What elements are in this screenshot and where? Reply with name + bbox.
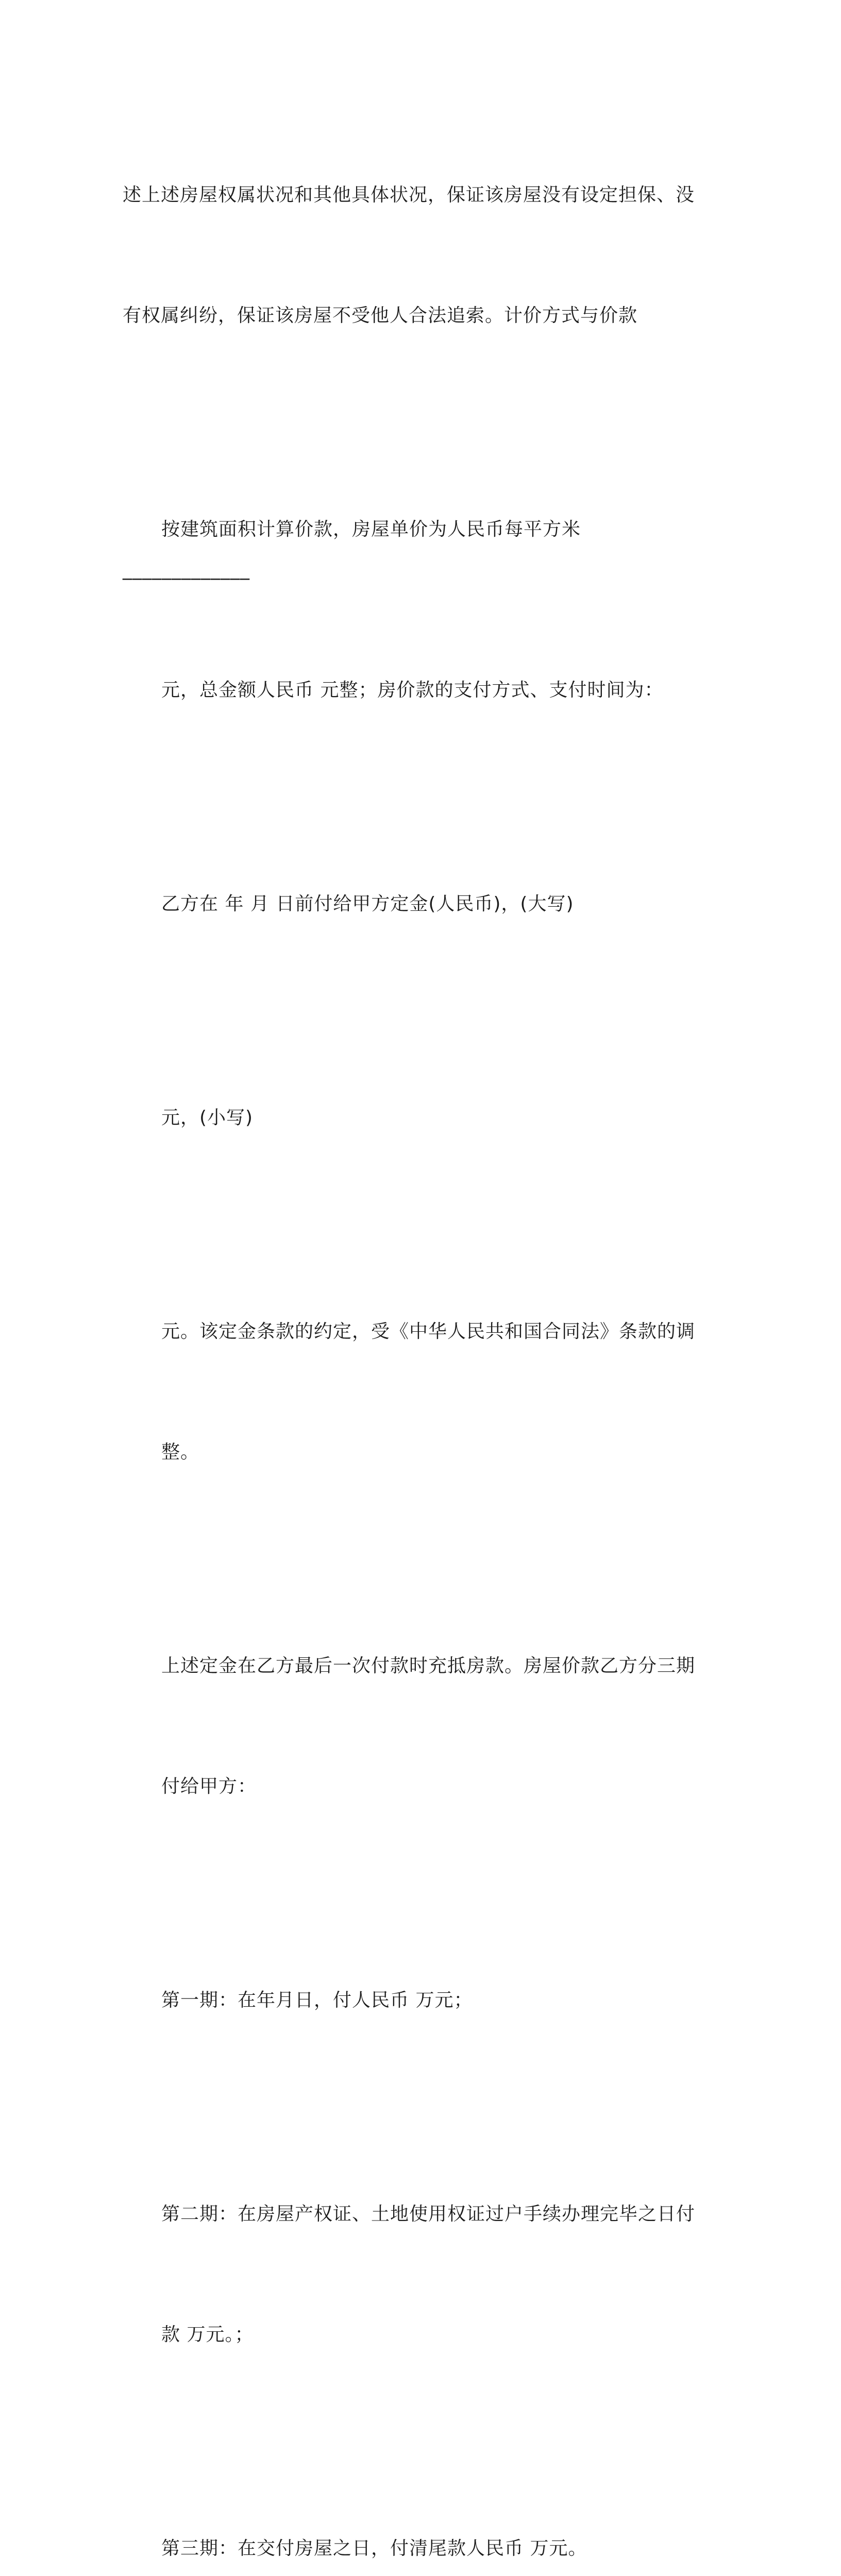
text-line: 元，(小写) — [161, 1107, 254, 1128]
text-line: 整。 — [161, 1442, 200, 1463]
paragraph-deposit-amount — [123, 1018, 702, 1218]
text-line: 上述定金在乙方最后一次付款时充抵房款。房屋价款乙方分三期 — [161, 1655, 696, 1676]
paragraph-price-calculation — [123, 429, 702, 791]
text-line: 元，总金额人民币 元整；房价款的支付方式、支付时间为： — [161, 680, 664, 701]
paragraph-second-installment — [123, 2114, 702, 2435]
text-line: 述上述房屋权属状况和其他具体状况，保证该房屋没有设定担保、没 — [123, 184, 695, 206]
paragraph-deposit-law — [123, 1231, 702, 1553]
text-line: 付给甲方： — [161, 1776, 257, 1797]
paragraph-deposit-date — [123, 804, 702, 1005]
paragraph-third-installment — [123, 2448, 702, 2576]
paragraph-installments — [123, 1566, 702, 1887]
paragraph-ownership-guarantee — [123, 95, 702, 416]
paragraph-first-installment — [123, 1900, 702, 2101]
text-line: 元。该定金条款的约定，受《中华人民共和国合同法》条款的调 — [161, 1321, 696, 1342]
text-line: 第三期：在交付房屋之日，付清尾款人民币 万元。 — [161, 2538, 587, 2559]
text-line: 乙方在 年 月 日前付给甲方定金(人民币)，(大写) — [161, 893, 574, 914]
document-body — [123, 95, 702, 2576]
text-line: 有权属纠纷，保证该房屋不受他人合法追索。计价方式与价款 — [123, 305, 638, 326]
text-line: 第一期：在年月日，付人民币 万元； — [161, 1990, 473, 2011]
text-line: 款 万元。； — [161, 2324, 254, 2345]
text-line: 按建筑面积计算价款，房屋单价为人民币每平方米_____________ — [123, 519, 581, 580]
text-line: 第二期：在房屋产权证、土地使用权证过户手续办理完毕之日付 — [161, 2204, 696, 2225]
